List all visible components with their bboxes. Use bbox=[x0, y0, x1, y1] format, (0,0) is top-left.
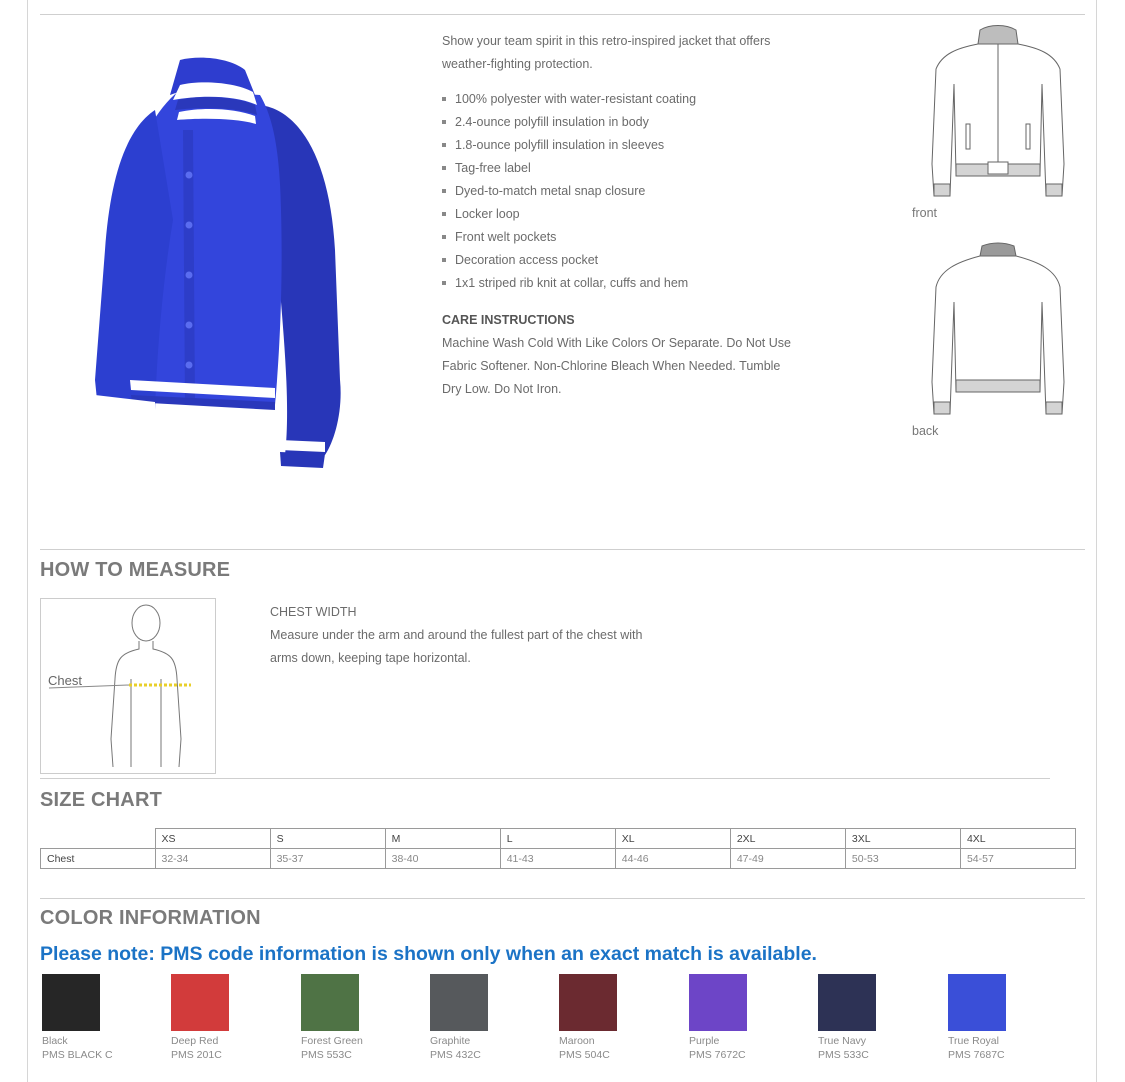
swatch-name: Forest Green bbox=[301, 1035, 363, 1047]
swatch-chip[interactable] bbox=[42, 974, 100, 1031]
description-text: Show your team spirit in this retro-inspired jacket that offers weather-fighting protection. bbox=[442, 34, 771, 71]
chest-value-cell: 32-34 bbox=[155, 849, 270, 869]
chest-value-cell: 38-40 bbox=[385, 849, 500, 869]
chest-figure-label: Chest bbox=[48, 673, 82, 688]
swatch-name: Deep Red bbox=[171, 1035, 219, 1047]
size-header-cell: S bbox=[270, 829, 385, 849]
how-to-measure-title: HOW TO MEASURE bbox=[40, 559, 231, 581]
color-swatch-graphite[interactable] bbox=[428, 974, 538, 1062]
color-swatch-black[interactable] bbox=[40, 974, 150, 1062]
swatch-chip[interactable] bbox=[559, 974, 617, 1031]
swatch-name: True Navy bbox=[818, 1035, 867, 1047]
size-chart-divider bbox=[40, 778, 1050, 779]
front-label: front bbox=[912, 206, 938, 220]
swatch-pms: PMS BLACK C bbox=[42, 1049, 113, 1061]
swatch-name: Purple bbox=[689, 1035, 720, 1047]
swatch-pms: PMS 553C bbox=[301, 1049, 352, 1061]
color-swatch-maroon[interactable] bbox=[557, 974, 667, 1062]
feature-item: Decoration access pocket bbox=[442, 249, 802, 272]
swatch-pms: PMS 201C bbox=[171, 1049, 222, 1061]
color-swatch-true-royal[interactable] bbox=[946, 974, 1056, 1062]
feature-item: 1.8-ounce polyfill insulation in sleeves bbox=[442, 134, 802, 157]
size-header-cell: 4XL bbox=[960, 829, 1075, 849]
size-chart-table bbox=[40, 828, 1076, 869]
chest-row-label: Chest bbox=[41, 849, 156, 869]
swatch-chip[interactable] bbox=[948, 974, 1006, 1031]
swatch-chip[interactable] bbox=[689, 974, 747, 1031]
swatch-name: Maroon bbox=[559, 1035, 595, 1047]
swatch-pms: PMS 533C bbox=[818, 1049, 869, 1061]
chest-width-heading: CHEST WIDTH bbox=[270, 605, 357, 619]
chest-value-cell: 54-57 bbox=[960, 849, 1075, 869]
size-header-cell: M bbox=[385, 829, 500, 849]
swatch-pms: PMS 7672C bbox=[689, 1049, 746, 1061]
product-image-jacket bbox=[85, 50, 355, 480]
swatch-chip[interactable] bbox=[301, 974, 359, 1031]
feature-item: Front welt pockets bbox=[442, 226, 802, 249]
color-swatch-forest-green[interactable] bbox=[299, 974, 409, 1062]
care-instructions-title: CARE INSTRUCTIONS bbox=[442, 313, 575, 327]
size-header-cell: L bbox=[500, 829, 615, 849]
swatch-pms: PMS 7687C bbox=[948, 1049, 1005, 1061]
right-frame-border bbox=[1096, 0, 1097, 1082]
color-swatch-true-navy[interactable] bbox=[816, 974, 926, 1062]
swatch-name: Black bbox=[42, 1035, 68, 1047]
measure-figure bbox=[40, 598, 216, 774]
size-header-cell: 3XL bbox=[845, 829, 960, 849]
back-label: back bbox=[912, 424, 939, 438]
swatch-chip[interactable] bbox=[171, 974, 229, 1031]
swatch-pms: PMS 432C bbox=[430, 1049, 481, 1061]
top-divider bbox=[40, 14, 1085, 15]
feature-item: 1x1 striped rib knit at collar, cuffs and hem bbox=[442, 272, 802, 295]
swatch-name: Graphite bbox=[430, 1035, 471, 1047]
jacket-front-sketch-icon bbox=[912, 24, 1084, 200]
swatch-pms: PMS 504C bbox=[559, 1049, 610, 1061]
swatch-chip[interactable] bbox=[818, 974, 876, 1031]
chest-value-cell: 41-43 bbox=[500, 849, 615, 869]
size-header-cell: XS bbox=[155, 829, 270, 849]
size-header-cell: 2XL bbox=[730, 829, 845, 849]
color-swatch-deep-red[interactable] bbox=[169, 974, 279, 1062]
chest-width-text: Measure under the arm and around the fullest part of the chest with arms down, keeping tape horizontal. bbox=[270, 628, 643, 665]
chest-row bbox=[41, 849, 1076, 869]
color-divider bbox=[40, 898, 1085, 899]
feature-item: 100% polyester with water-resistant coating bbox=[442, 88, 802, 111]
jacket-back-sketch-icon bbox=[912, 242, 1084, 418]
color-information-title: COLOR INFORMATION bbox=[40, 907, 261, 929]
measure-divider bbox=[40, 549, 1085, 550]
feature-item: Dyed-to-match metal snap closure bbox=[442, 180, 802, 203]
size-header-row bbox=[41, 829, 1076, 849]
flat-sketch-front bbox=[912, 24, 1084, 220]
product-description bbox=[442, 30, 802, 401]
care-instructions-text: Machine Wash Cold With Like Colors Or Separate. Do Not Use Fabric Softener. Non-Chlorine Bleach When Needed. Tumble Dry Low. Do Not Iron. bbox=[442, 336, 791, 396]
chest-value-cell: 50-53 bbox=[845, 849, 960, 869]
measure-instructions bbox=[270, 601, 670, 670]
chest-value-cell: 47-49 bbox=[730, 849, 845, 869]
chest-value-cell: 35-37 bbox=[270, 849, 385, 869]
pms-note: Please note: PMS code information is shown only when an exact match is available. bbox=[40, 943, 817, 965]
feature-list bbox=[442, 88, 802, 295]
chest-value-cell: 44-46 bbox=[615, 849, 730, 869]
feature-item: Locker loop bbox=[442, 203, 802, 226]
size-chart-title: SIZE CHART bbox=[40, 789, 162, 811]
swatch-chip[interactable] bbox=[430, 974, 488, 1031]
left-frame-border bbox=[27, 0, 28, 1082]
feature-item: Tag-free label bbox=[442, 157, 802, 180]
feature-item: 2.4-ounce polyfill insulation in body bbox=[442, 111, 802, 134]
color-swatch-purple[interactable] bbox=[687, 974, 797, 1062]
size-header-cell: XL bbox=[615, 829, 730, 849]
size-header-blank bbox=[41, 829, 156, 849]
swatch-name: True Royal bbox=[948, 1035, 999, 1047]
flat-sketch-back bbox=[912, 242, 1084, 438]
